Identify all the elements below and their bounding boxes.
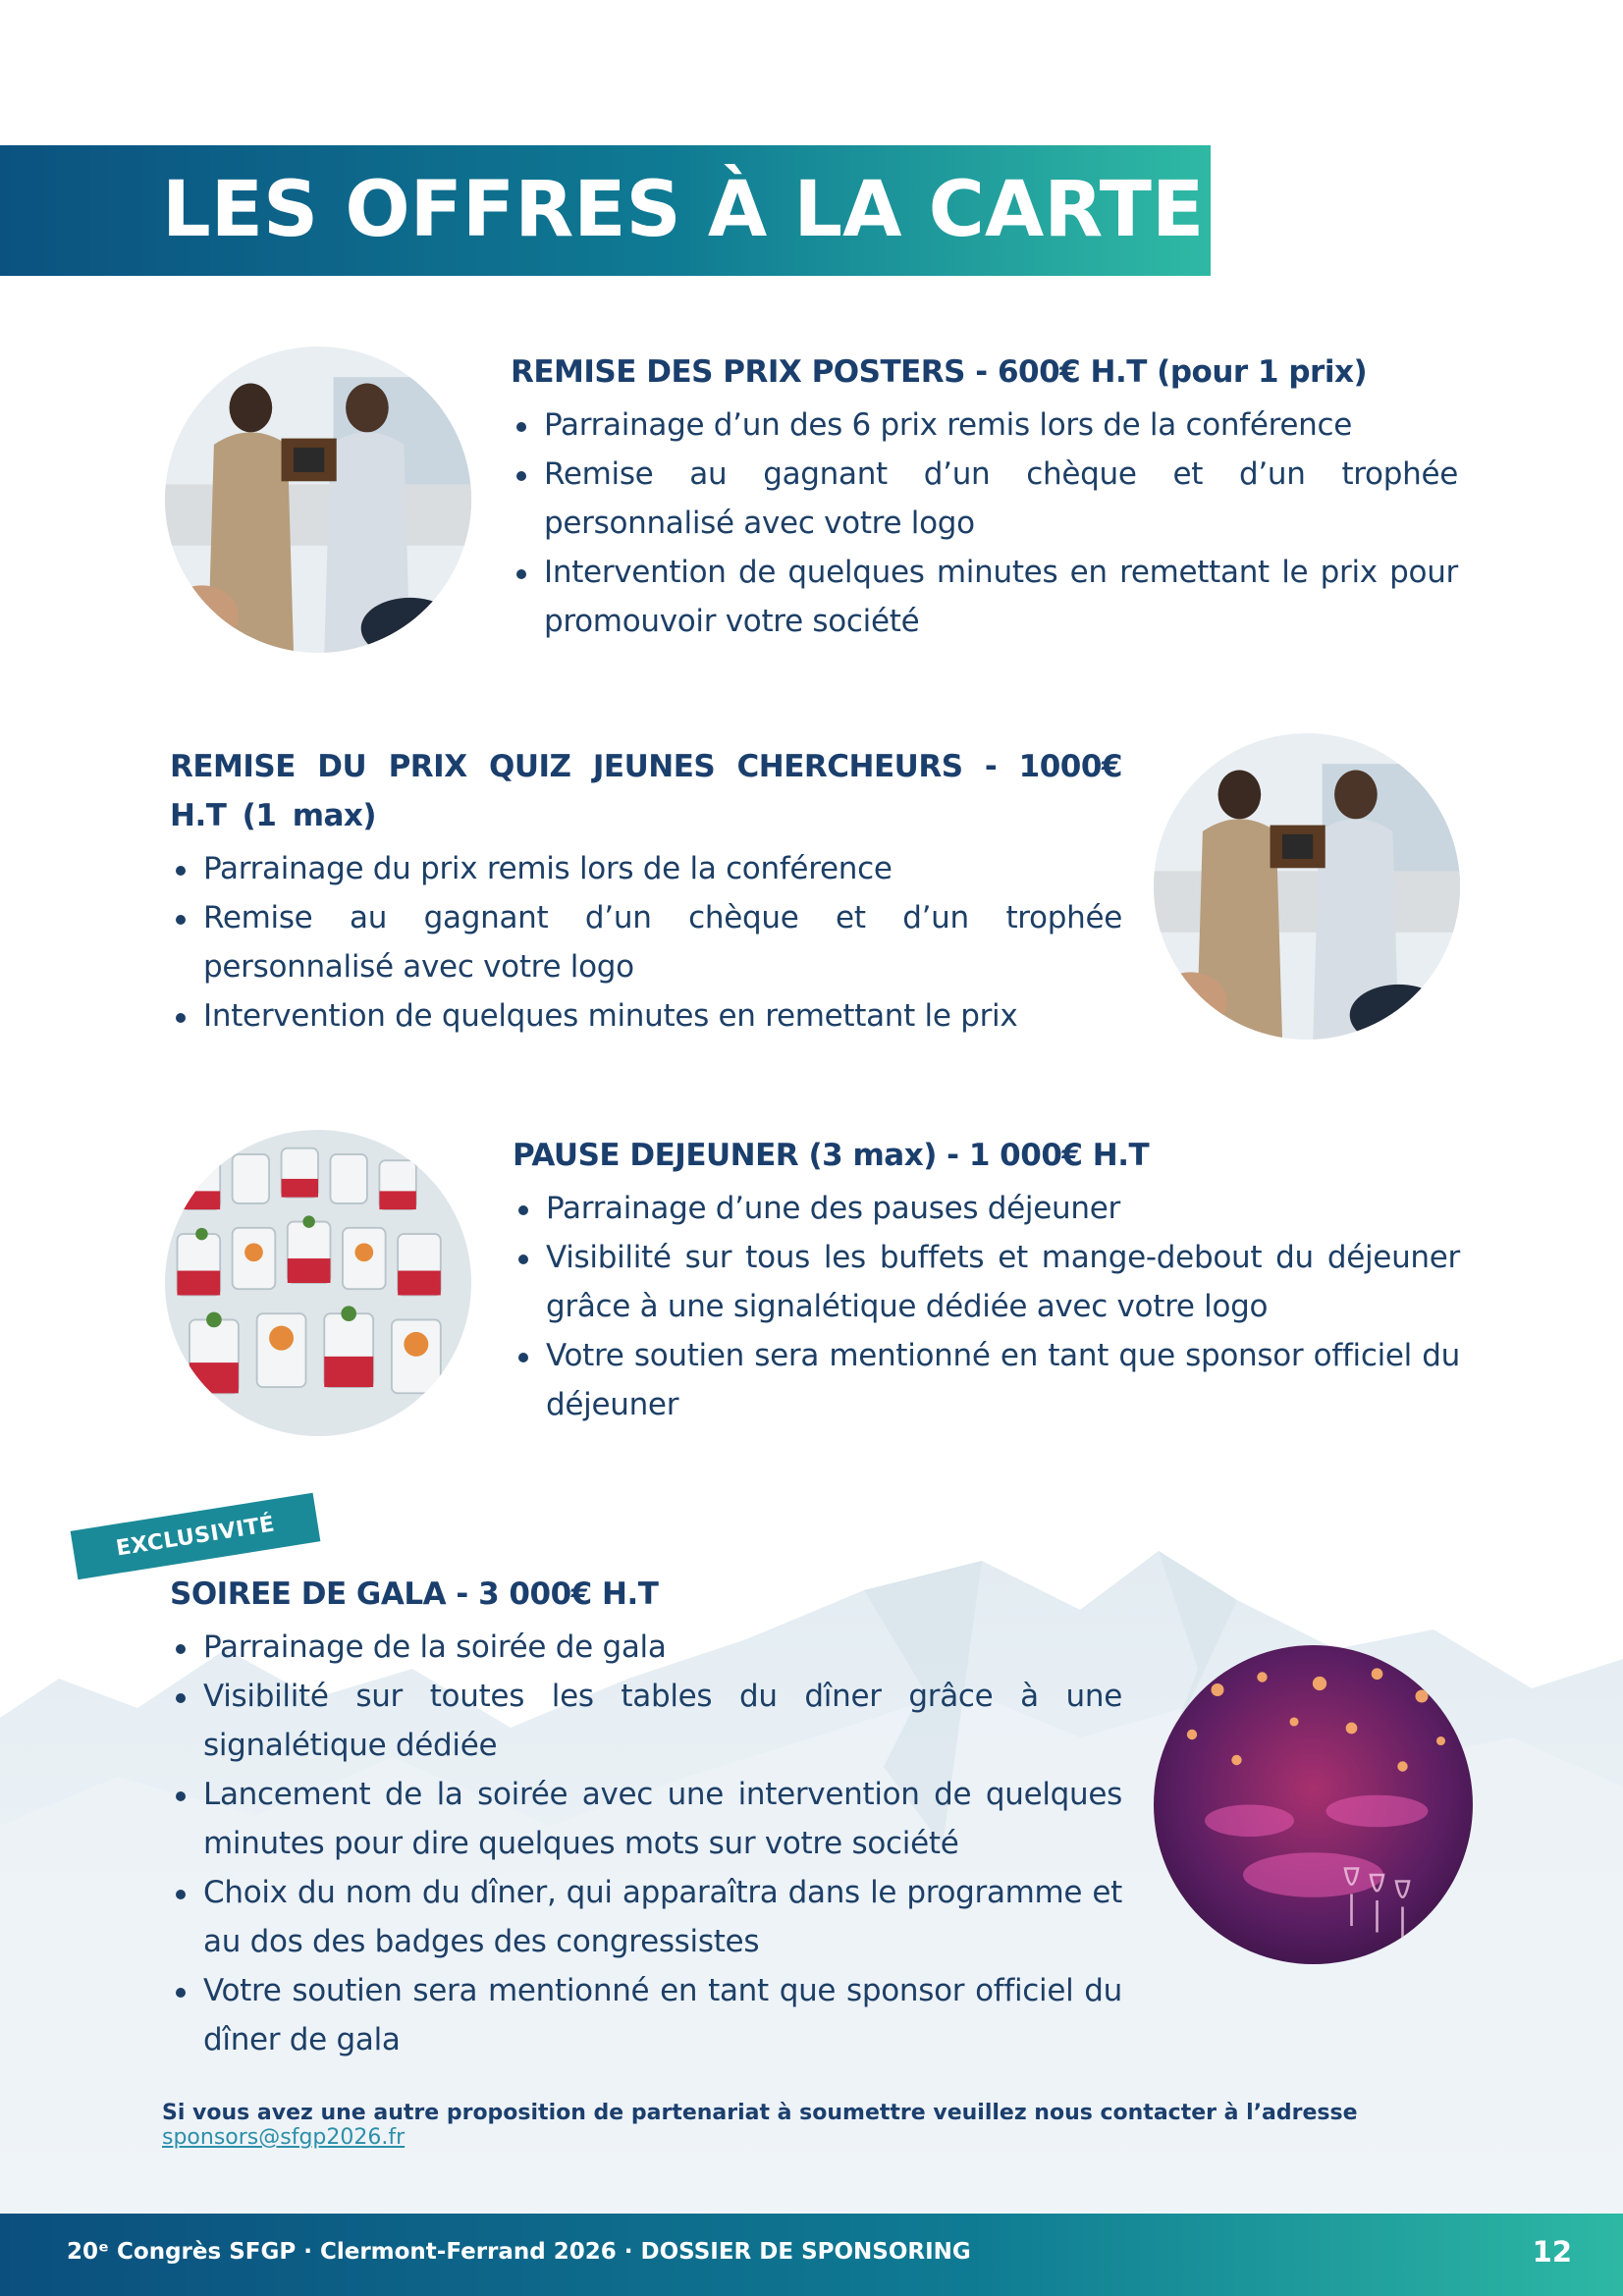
contact-message: Si vous avez une autre proposition de partenariat à soumettre veuillez nous contacter à l’adresse — [162, 2101, 1358, 2125]
page-title: LES OFFRES À LA CARTE — [162, 166, 1205, 254]
offer-bullets — [513, 1184, 1460, 1429]
list-item: Visibilité sur toutes les tables du dîner grâce à une signalétique dédiée — [170, 1672, 1122, 1770]
list-item: Remise au gagnant d’un chèque et d’un trophée personnalisé avec votre logo — [170, 893, 1122, 991]
list-item: Remise au gagnant d’un chèque et d’un trophée personnalisé avec votre logo — [511, 450, 1458, 548]
list-item: Parrainage de la soirée de gala — [170, 1623, 1122, 1672]
list-item: Votre soutien sera mentionné en tant que sponsor officiel du déjeuner — [513, 1331, 1460, 1429]
page-footer — [0, 2214, 1623, 2296]
buffet-verrines-photo — [165, 1130, 471, 1436]
offer-prix-quiz — [170, 742, 1122, 1041]
offer-bullets — [170, 1623, 1122, 2064]
offer-bullets — [511, 400, 1458, 646]
contact-note — [162, 2101, 1438, 2150]
list-item: Parrainage du prix remis lors de la conférence — [170, 844, 1122, 893]
offer-pause-dejeuner — [513, 1131, 1460, 1429]
list-item: Parrainage d’un des 6 prix remis lors de la conférence — [511, 400, 1458, 450]
list-item: Visibilité sur tous les buffets et mange-debout du déjeuner grâce à une signalétique dédiée avec votre logo — [513, 1233, 1460, 1331]
award-ceremony-photo-2 — [1154, 733, 1460, 1040]
offer-title: PAUSE DEJEUNER (3 max) - 1 000€ H.T — [513, 1138, 1150, 1173]
list-item: Votre soutien sera mentionné en tant que sponsor officiel du dîner de gala — [170, 1966, 1122, 2064]
offer-prix-posters — [511, 347, 1458, 646]
list-item: Intervention de quelques minutes en remettant le prix — [170, 991, 1122, 1041]
list-item: Intervention de quelques minutes en remettant le prix pour promouvoir votre société — [511, 548, 1458, 646]
title-banner — [0, 145, 1211, 276]
contact-email-link[interactable]: sponsors@sfgp2026.fr — [162, 2125, 406, 2150]
list-item: Parrainage d’une des pauses déjeuner — [513, 1184, 1460, 1233]
page-number: 12 — [1532, 2235, 1572, 2269]
offer-title: SOIREE DE GALA - 3 000€ H.T — [170, 1576, 659, 1612]
footer-text: 20ᵉ Congrès SFGP · Clermont-Ferrand 2026 · DOSSIER DE SPONSORING — [67, 2239, 971, 2265]
offer-soiree-gala — [170, 1570, 1122, 2064]
gala-dinner-photo — [1154, 1645, 1473, 1964]
list-item: Lancement de la soirée avec une intervention de quelques minutes pour dire quelques mots sur votre société — [170, 1770, 1122, 1868]
offer-title: REMISE DU PRIX QUIZ JEUNES CHERCHEURS - 1000€ H.T (1 max) — [170, 749, 1122, 833]
offer-title: REMISE DES PRIX POSTERS - 600€ H.T (pour 1 prix) — [511, 354, 1368, 390]
offer-bullets — [170, 844, 1122, 1041]
badge-label: EXCLUSIVITÉ — [114, 1511, 277, 1562]
award-ceremony-photo-1 — [165, 347, 471, 653]
list-item: Choix du nom du dîner, qui apparaîtra dans le programme et au dos des badges des congressistes — [170, 1868, 1122, 1966]
